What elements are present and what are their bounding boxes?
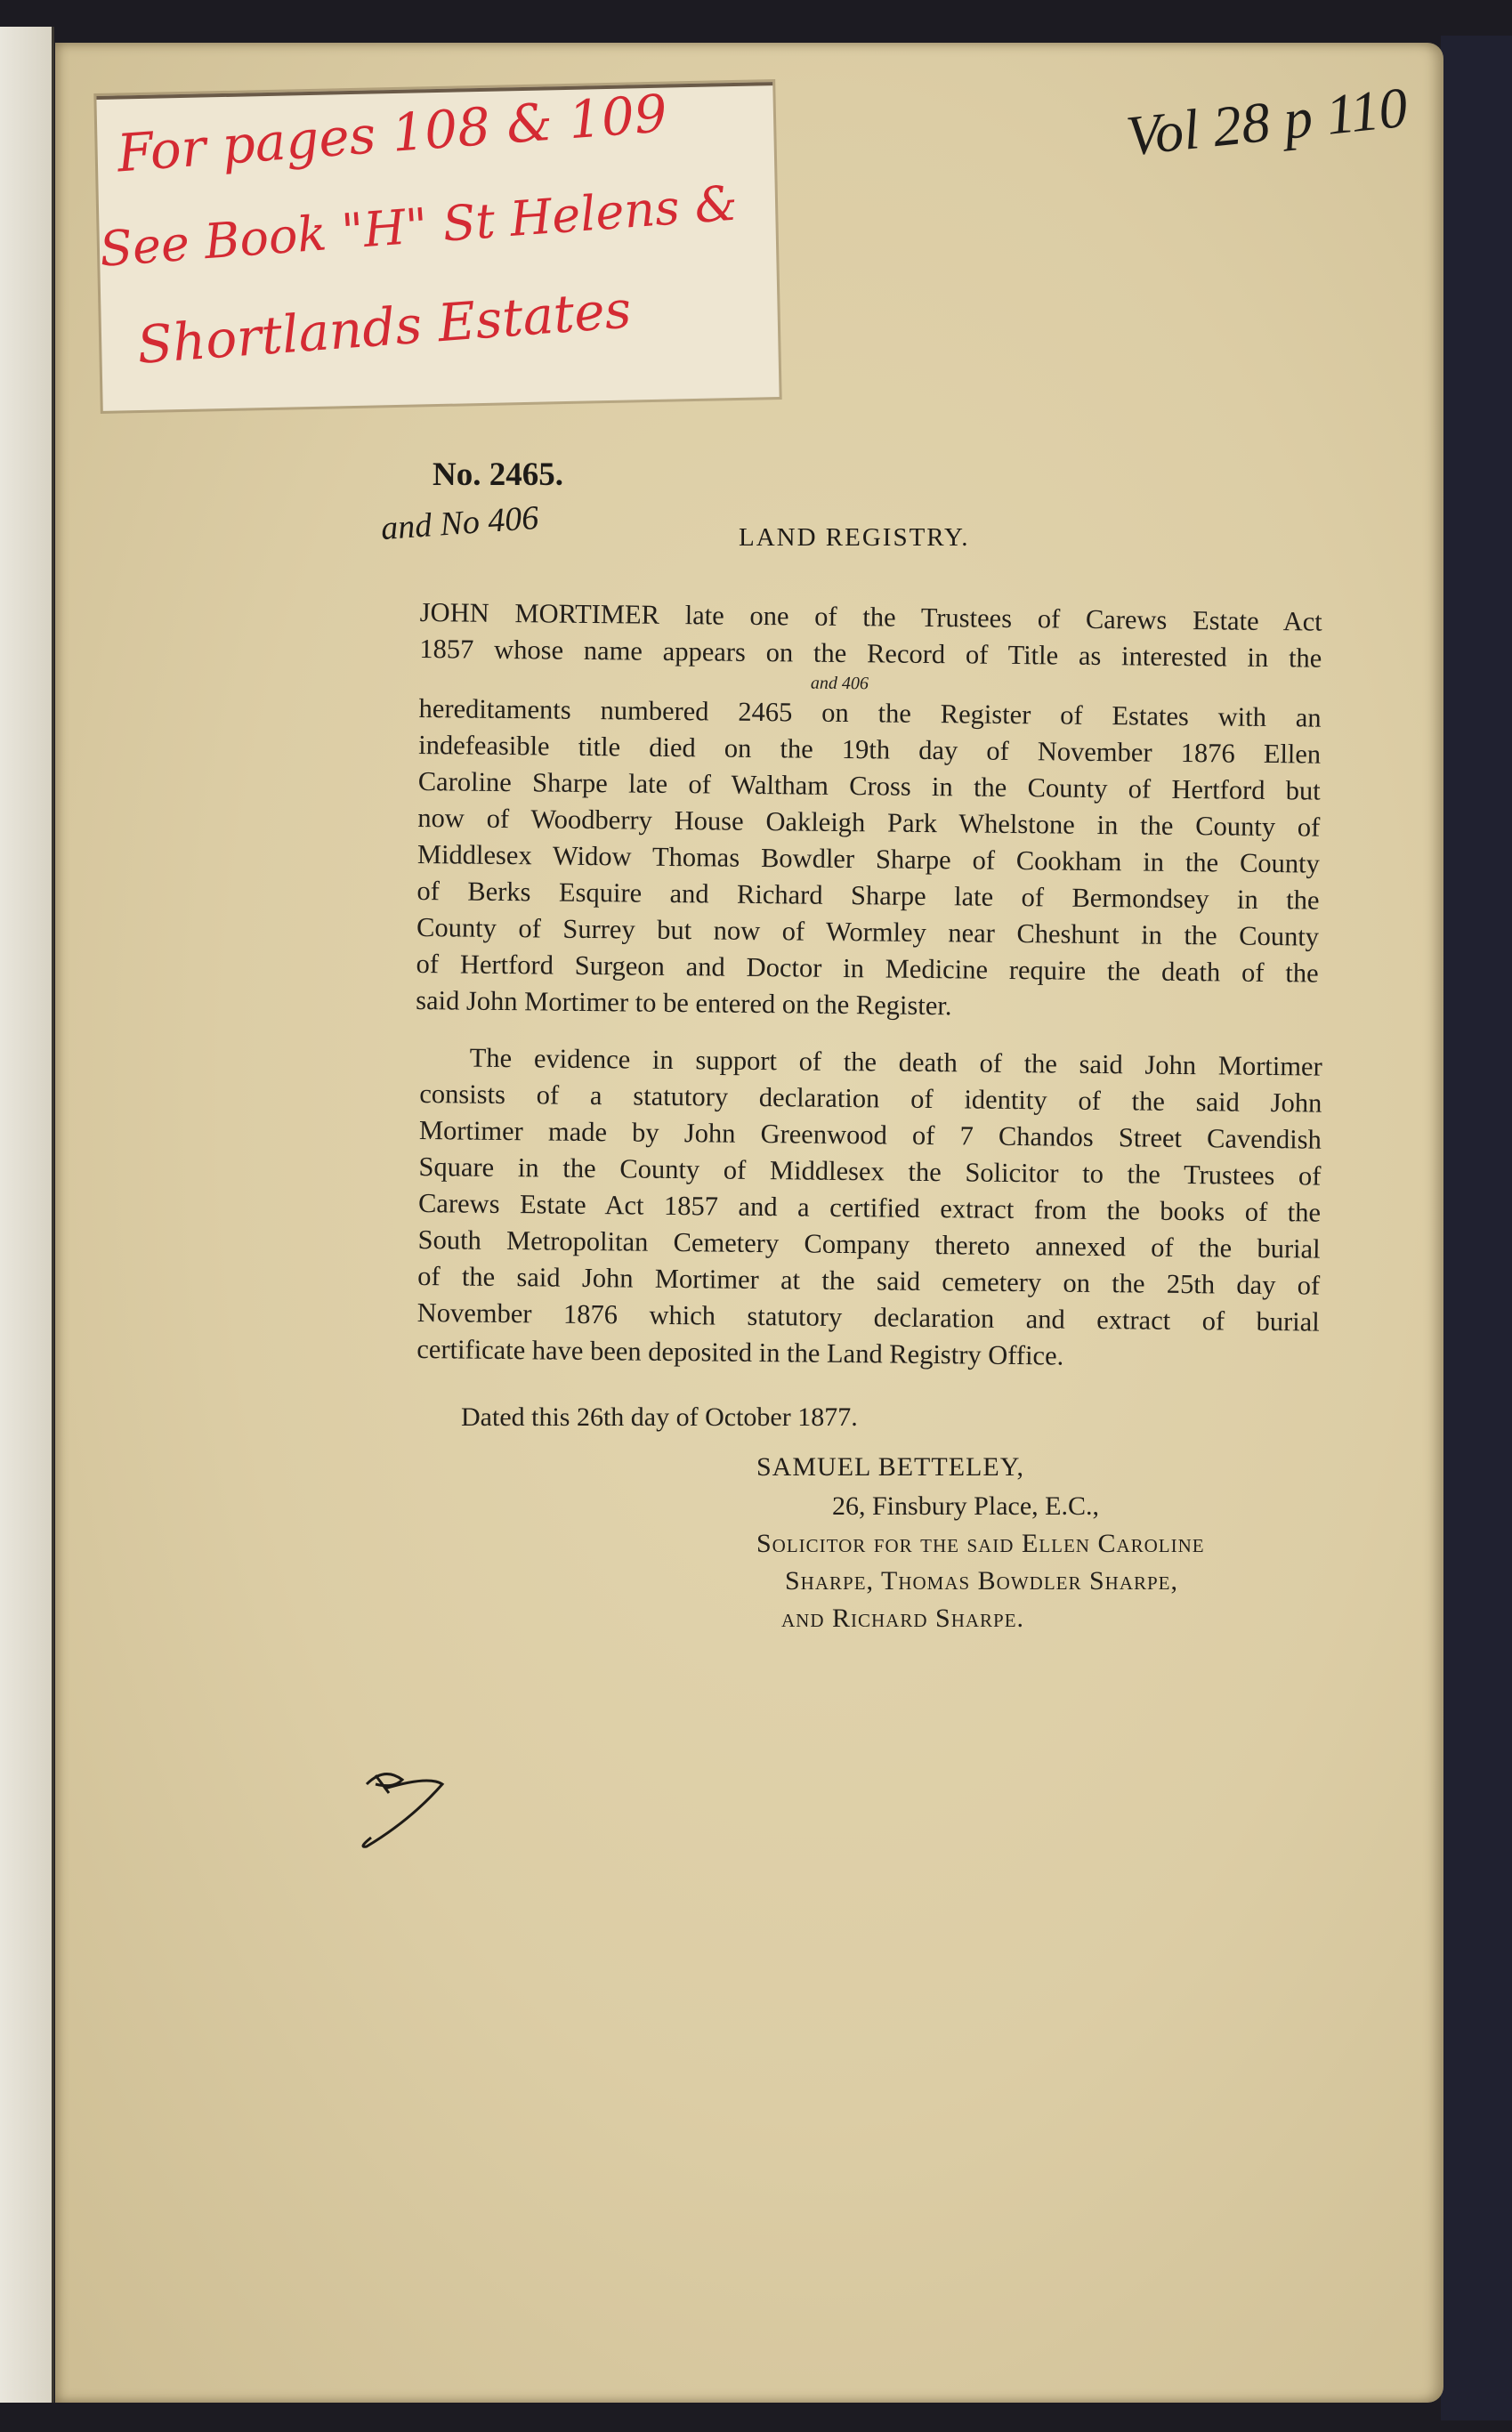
text-line: Mortimer made by John Greenwood of 7 Chandos Street Cavendish	[418, 1114, 1322, 1155]
text-line: South Metropolitan Cemetery Company thereto annexed of the burial	[417, 1224, 1321, 1264]
text-line: The evidence in support of the death of the said John Mortimer	[469, 1042, 1322, 1082]
text-line: Square in the County of Middlesex the Solicitor to the Trustees of	[418, 1151, 1322, 1192]
text-line: of Berks Esquire and Richard Sharpe late of Bermondsey in the	[416, 875, 1320, 916]
sticker-note-line: For pages 108 & 109	[115, 83, 669, 184]
handwritten-tick-mark	[349, 1749, 456, 1855]
volume-page-note: Vol 28 p 110	[1123, 75, 1411, 168]
text-line: Middlesex Widow Thomas Bowdler Sharpe of Cookham in the County	[416, 838, 1321, 879]
text-line: hereditaments numbered 2465 on the Register of Estates with an	[418, 692, 1322, 733]
page-title: LAND REGISTRY.	[739, 523, 970, 552]
text-line: now of Woodberry House Oakleigh Park Whelstone in the County of	[417, 802, 1321, 843]
signatory-name: SAMUEL BETTELEY,	[756, 1452, 1024, 1482]
paragraph-1	[416, 594, 1322, 1029]
book-cover-edge	[1441, 36, 1512, 2420]
date-line: Dated this 26th day of October 1877.	[461, 1402, 858, 1432]
pasted-note-sticker	[96, 82, 779, 411]
text-line: indefeasible title died on the 19th day of November 1876 Ellen	[418, 729, 1322, 770]
paragraph-2	[416, 1039, 1322, 1378]
text-line: County of Surrey but now of Wormley near Cheshunt in the County	[416, 911, 1320, 952]
signatory-role-line: Sharpe, Thomas Bowdler Sharpe,	[785, 1566, 1179, 1596]
handwritten-insertion: and 406	[810, 673, 869, 694]
text-line: of Hertford Surgeon and Doctor in Medicine require the death of the	[416, 948, 1319, 989]
text-line: certificate have been deposited in the Land Registry Office.	[416, 1333, 1064, 1371]
signatory-role-line: and Richard Sharpe.	[781, 1604, 1025, 1633]
sticker-note-line: See Book "H" St Helens &	[97, 174, 740, 278]
sticker-note-line: Shortlands Estates	[134, 279, 634, 376]
text-line: said John Mortimer to be entered on the Register.	[416, 984, 952, 1022]
text-line: Carews Estate Act 1857 and a certified extract from the books of the	[417, 1187, 1322, 1228]
signatory-role-line: Solicitor for the said Ellen Caroline	[756, 1529, 1205, 1558]
handwritten-number: and No 406	[379, 498, 540, 548]
signatory-address: 26, Finsbury Place, E.C.,	[832, 1491, 1099, 1521]
previous-page-edge	[0, 27, 54, 2403]
document-number: No. 2465.	[433, 457, 563, 493]
text-line: 1857 whose name appears on the Record of Title as interested in the	[419, 633, 1322, 674]
text-line: November 1876 which statutory declaration and extract of burial	[416, 1297, 1320, 1337]
text-line: of the said John Mortimer at the said cemetery on the 25th day of	[417, 1260, 1321, 1301]
text-line: consists of a statutory declaration of identity of the said John	[419, 1078, 1322, 1119]
text-line: JOHN MORTIMER late one of the Trustees of Carews Estate Act	[419, 596, 1322, 637]
text-line: Caroline Sharpe late of Waltham Cross in the County of Hertford but	[417, 765, 1321, 806]
